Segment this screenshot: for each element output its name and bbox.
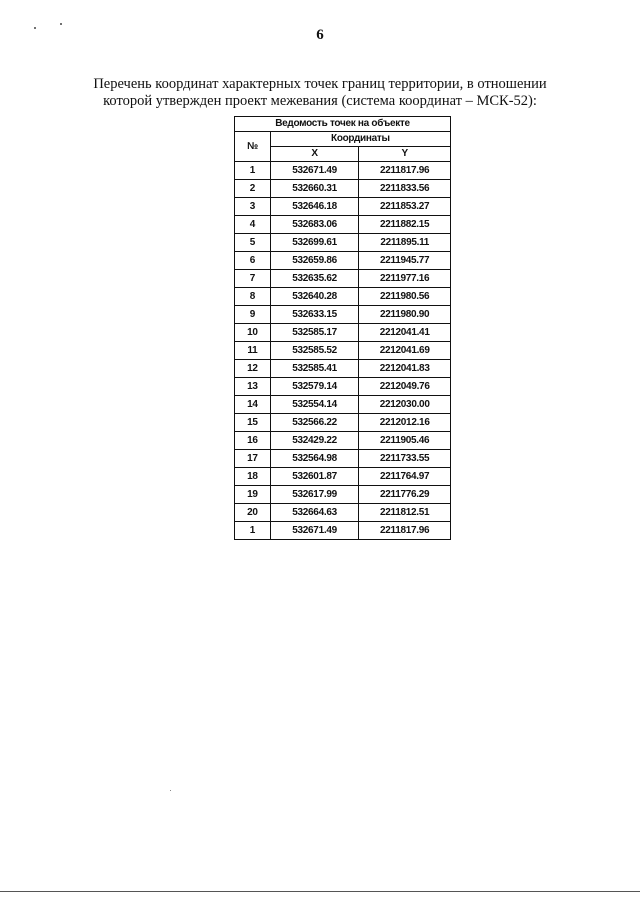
scan-speck: [60, 23, 62, 25]
x-coordinate-cell: 532640.28: [270, 288, 359, 306]
table-row: [235, 288, 451, 306]
point-number-cell: 2: [235, 180, 271, 198]
x-coordinate-cell: 532646.18: [270, 198, 359, 216]
y-coordinate-cell: 2211817.96: [359, 522, 451, 540]
x-coordinate-cell: 532585.17: [270, 324, 359, 342]
table-row: [235, 306, 451, 324]
table-row: [235, 450, 451, 468]
y-coordinate-cell: 2211853.27: [359, 198, 451, 216]
x-coordinate-cell: 532635.62: [270, 270, 359, 288]
table-row: [235, 432, 451, 450]
table-row: [235, 198, 451, 216]
x-coordinate-cell: 532664.63: [270, 504, 359, 522]
table-row: [235, 252, 451, 270]
y-coordinate-cell: 2211776.29: [359, 486, 451, 504]
point-number-cell: 11: [235, 342, 271, 360]
y-coordinate-cell: 2211817.96: [359, 162, 451, 180]
x-coordinate-cell: 532585.52: [270, 342, 359, 360]
y-coordinate-cell: 2212030.00: [359, 396, 451, 414]
point-number-cell: 14: [235, 396, 271, 414]
y-coordinate-cell: 2211977.16: [359, 270, 451, 288]
point-number-cell: 9: [235, 306, 271, 324]
x-coordinate-cell: 532554.14: [270, 396, 359, 414]
table-row: [235, 360, 451, 378]
table-row: [235, 378, 451, 396]
y-coordinate-cell: 2212041.69: [359, 342, 451, 360]
y-coordinate-cell: 2211733.55: [359, 450, 451, 468]
point-number-cell: 17: [235, 450, 271, 468]
x-coordinate-cell: 532617.99: [270, 486, 359, 504]
x-coordinate-cell: 532659.86: [270, 252, 359, 270]
y-coordinate-cell: 2212041.83: [359, 360, 451, 378]
heading-line-1: Перечень координат характерных точек границ территории, в отношении: [93, 76, 547, 92]
heading-line-2: которой утвержден проект межевания (система координат – МСК-52):: [103, 93, 537, 109]
y-coordinate-cell: 2211945.77: [359, 252, 451, 270]
point-number-cell: 15: [235, 414, 271, 432]
x-coordinate-cell: 532671.49: [270, 162, 359, 180]
page-bottom-edge: [0, 891, 640, 892]
x-coordinate-cell: 532699.61: [270, 234, 359, 252]
table-row: [235, 234, 451, 252]
table-row: [235, 342, 451, 360]
table-row: [235, 270, 451, 288]
table-title: Ведомость точек на объекте: [235, 117, 451, 132]
page-number: 6: [316, 27, 324, 43]
point-number-cell: 16: [235, 432, 271, 450]
point-number-cell: 13: [235, 378, 271, 396]
y-coordinate-cell: 2212041.41: [359, 324, 451, 342]
x-coordinate-cell: 532671.49: [270, 522, 359, 540]
point-number-cell: 6: [235, 252, 271, 270]
scan-speck: [170, 790, 171, 791]
y-coordinate-cell: 2211905.46: [359, 432, 451, 450]
column-header-coordinates: Координаты: [270, 132, 450, 147]
y-coordinate-cell: 2211882.15: [359, 216, 451, 234]
point-number-cell: 19: [235, 486, 271, 504]
table-row: [235, 468, 451, 486]
table-row: [235, 486, 451, 504]
table-row: [235, 504, 451, 522]
y-coordinate-cell: 2211895.11: [359, 234, 451, 252]
point-number-cell: 7: [235, 270, 271, 288]
point-number-cell: 5: [235, 234, 271, 252]
point-number-cell: 12: [235, 360, 271, 378]
y-coordinate-cell: 2211980.56: [359, 288, 451, 306]
table-row: [235, 162, 451, 180]
point-number-cell: 10: [235, 324, 271, 342]
x-coordinate-cell: 532601.87: [270, 468, 359, 486]
y-coordinate-cell: 2212049.76: [359, 378, 451, 396]
y-coordinate-cell: 2211764.97: [359, 468, 451, 486]
point-number-cell: 20: [235, 504, 271, 522]
table-row: [235, 216, 451, 234]
x-coordinate-cell: 532579.14: [270, 378, 359, 396]
coordinates-table: [234, 116, 451, 540]
table-row: [235, 324, 451, 342]
table-row: [235, 522, 451, 540]
point-number-cell: 1: [235, 162, 271, 180]
point-number-cell: 18: [235, 468, 271, 486]
x-coordinate-cell: 532633.15: [270, 306, 359, 324]
y-coordinate-cell: 2212012.16: [359, 414, 451, 432]
x-coordinate-cell: 532566.22: [270, 414, 359, 432]
table-row: [235, 414, 451, 432]
column-header-y: Y: [359, 147, 451, 162]
x-coordinate-cell: 532683.06: [270, 216, 359, 234]
table-row: [235, 396, 451, 414]
column-header-x: X: [270, 147, 359, 162]
point-number-cell: 8: [235, 288, 271, 306]
x-coordinate-cell: 532585.41: [270, 360, 359, 378]
y-coordinate-cell: 2211812.51: [359, 504, 451, 522]
y-coordinate-cell: 2211980.90: [359, 306, 451, 324]
table-row: [235, 180, 451, 198]
x-coordinate-cell: 532660.31: [270, 180, 359, 198]
x-coordinate-cell: 532564.98: [270, 450, 359, 468]
point-number-cell: 1: [235, 522, 271, 540]
x-coordinate-cell: 532429.22: [270, 432, 359, 450]
document-heading: [60, 76, 580, 110]
point-number-cell: 3: [235, 198, 271, 216]
column-header-number: №: [235, 132, 271, 162]
point-number-cell: 4: [235, 216, 271, 234]
y-coordinate-cell: 2211833.56: [359, 180, 451, 198]
